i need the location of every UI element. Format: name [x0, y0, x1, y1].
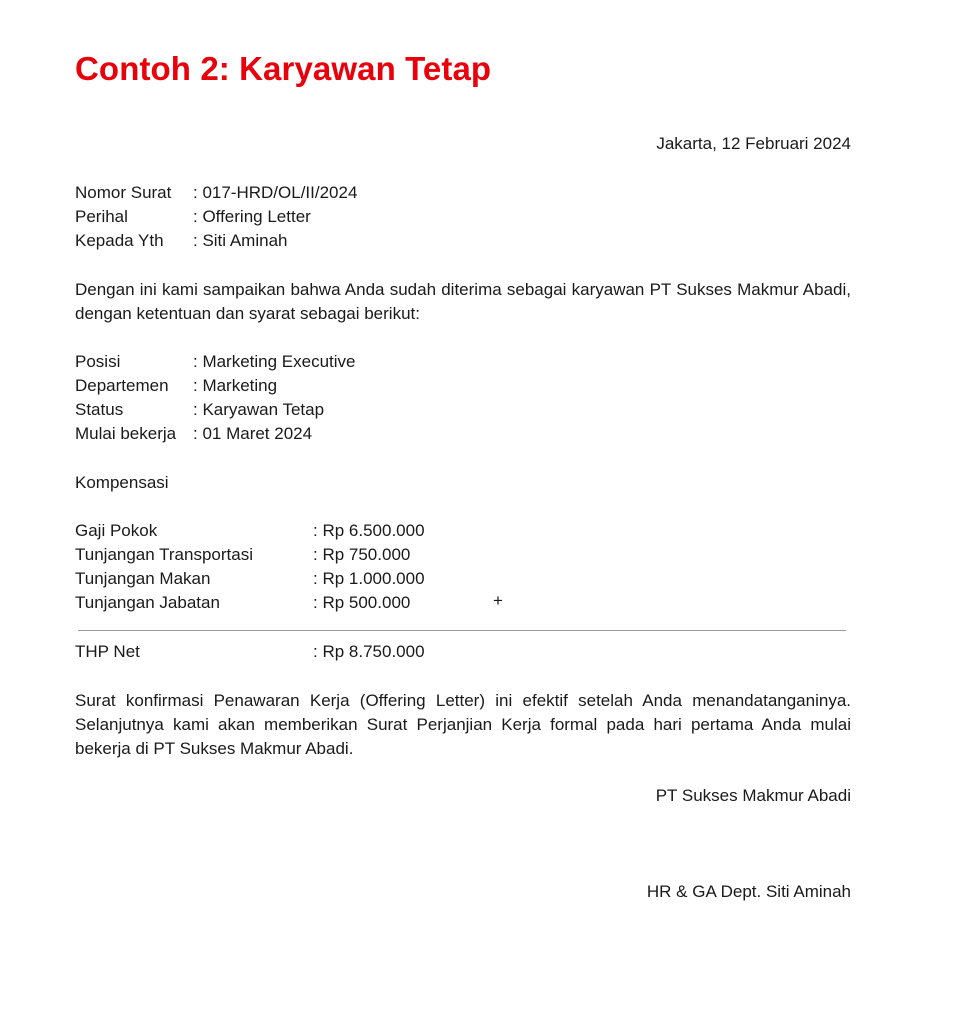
field-label: Status [75, 400, 124, 419]
field-value: : Marketing Executive [193, 352, 356, 371]
thp-net [75, 640, 425, 664]
compensation-list [75, 519, 425, 615]
field-departemen [75, 374, 356, 398]
field-label: Kepada Yth [75, 231, 164, 250]
total-value: : Rp 8.750.000 [313, 642, 425, 661]
field-nomor-surat [75, 181, 357, 205]
field-value: : Siti Aminah [193, 231, 288, 250]
position-fields [75, 350, 356, 446]
compensation-label: Tunjangan Jabatan [75, 593, 220, 612]
field-value: : 017-HRD/OL/II/2024 [193, 183, 358, 202]
total-label: THP Net [75, 642, 140, 661]
compensation-value: : Rp 750.000 [313, 545, 411, 564]
field-label: Nomor Surat [75, 183, 172, 202]
field-label: Perihal [75, 207, 128, 226]
field-perihal [75, 205, 357, 229]
signatory: HR & GA Dept. Siti Aminah [646, 882, 851, 901]
compensation-value: : Rp 500.000 [313, 593, 411, 612]
field-status [75, 398, 356, 422]
compensation-value: : Rp 1.000.000 [313, 569, 425, 588]
field-value: : Offering Letter [193, 207, 311, 226]
letter-date: Jakarta, 12 Februari 2024 [656, 134, 851, 153]
intro-paragraph: Dengan ini kami sampaikan bahwa Anda sudah diterima sebagai karyawan PT Sukses Makmur Abadi, dengan ketentuan dan syarat sebagai berikut: [75, 280, 851, 323]
field-kepada-yth [75, 229, 357, 253]
page-title: Contoh 2: Karyawan Tetap [75, 50, 492, 87]
compensation-item [75, 591, 425, 615]
compensation-item [75, 567, 425, 591]
sum-divider [78, 630, 846, 631]
field-mulai-bekerja [75, 422, 356, 446]
compensation-label: Tunjangan Makan [75, 569, 211, 588]
letter-header-fields [75, 181, 357, 253]
company-name: PT Sukses Makmur Abadi [655, 786, 851, 805]
field-label: Posisi [75, 352, 121, 371]
field-value: : Marketing [193, 376, 278, 395]
field-posisi [75, 350, 356, 374]
field-label: Departemen [75, 376, 169, 395]
compensation-value: : Rp 6.500.000 [313, 521, 425, 540]
compensation-item [75, 519, 425, 543]
compensation-label: Gaji Pokok [75, 521, 158, 540]
compensation-heading: Kompensasi [75, 473, 169, 492]
field-label: Mulai bekerja [75, 424, 177, 443]
compensation-label: Tunjangan Transportasi [75, 545, 253, 564]
total-row [75, 640, 425, 664]
compensation-item [75, 543, 425, 567]
field-value: : 01 Maret 2024 [193, 424, 313, 443]
closing-paragraph: Surat konfirmasi Penawaran Kerja (Offering Letter) ini efektif setelah Anda menandatanganinya. Selanjutnya kami akan memberikan Surat Perjanjian Kerja formal pada hari pertama Anda mulai bekerja di PT Sukses Makmur Abadi. [75, 691, 851, 758]
field-value: : Karyawan Tetap [193, 400, 325, 419]
plus-sign: + [493, 591, 503, 610]
